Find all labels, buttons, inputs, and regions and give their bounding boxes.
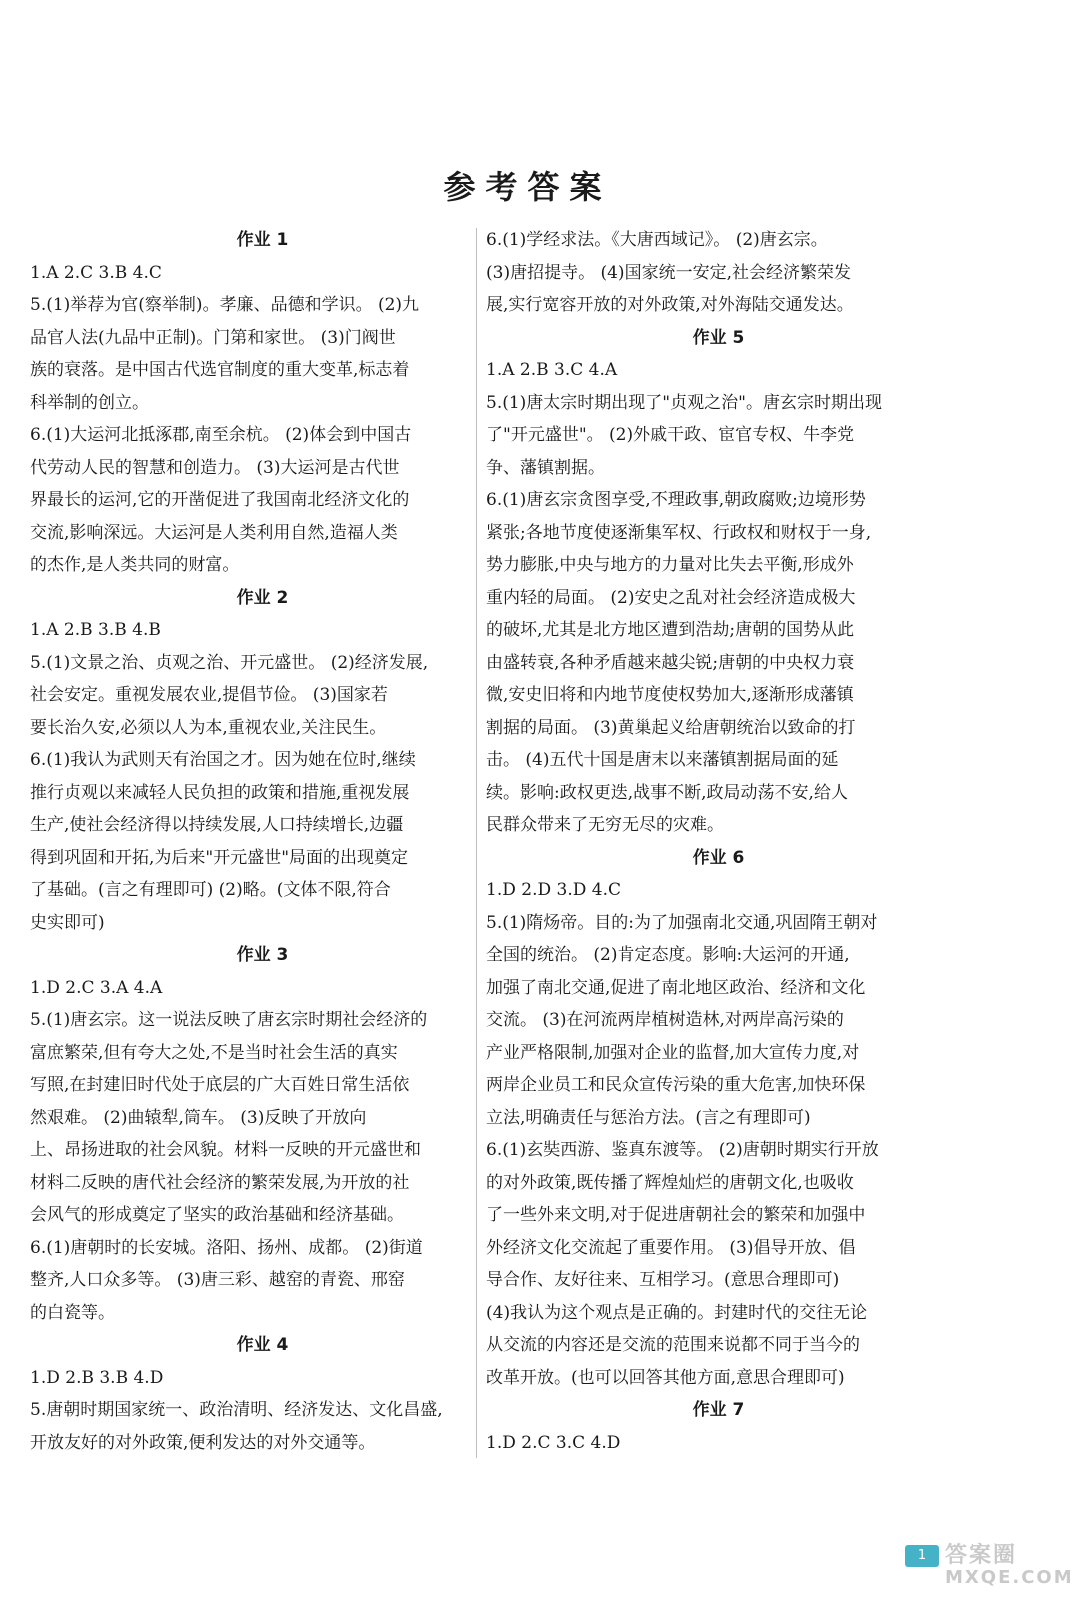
answer-paragraph (486, 1427, 951, 1460)
answer-paragraph (30, 1362, 495, 1395)
answer-line: 整齐,人口众多等。 (3)唐三彩、越窑的青瓷、邢窑 (30, 1270, 405, 1290)
answer-line: 紧张;各地节度使逐渐集军权、行政权和财权于一身, (486, 522, 872, 543)
answer-line: 品官人法(九品中正制)。门第和家世。 (3)门阀世 (30, 327, 396, 348)
answer-line: 由盛转衰,各种矛盾越来越尖锐;唐朝的中央权力衰 (486, 652, 855, 673)
answer-line: 势力膨胀,中央与地方的力量对比失去平衡,形成外 (486, 555, 854, 575)
answer-line: 的杰作,是人类共同的财富。 (30, 555, 240, 575)
answer-paragraph (30, 1232, 495, 1330)
answer-paragraph (30, 744, 495, 939)
answer-line: 富庶繁荣,但有夸大之处,不是当时社会生活的真实 (30, 1042, 398, 1063)
answer-paragraph (486, 1134, 951, 1394)
watermark-url: MXQE.COM (945, 1567, 1074, 1588)
answer-line: 6.(1)学经求法。《大唐西域记》。 (2)唐玄宗。 (486, 230, 828, 250)
answer-line: 交流。 (3)在河流两岸植树造林,对两岸高污染的 (486, 1010, 844, 1030)
answer-paragraph (30, 1004, 495, 1232)
answer-line: 族的衰落。是中国古代选官制度的重大变革,标志着 (30, 360, 410, 380)
answer-line: 科举制的创立。 (30, 392, 149, 413)
left-column (30, 224, 495, 1459)
answer-line: 5.(1)文景之治、贞观之治、开元盛世。 (2)经济发展, (30, 652, 429, 673)
answer-paragraph (30, 647, 495, 745)
answer-paragraph (486, 387, 951, 485)
answer-line: 1.D 2.D 3.D 4.C (486, 880, 621, 900)
answer-line: 6.(1)唐玄宗贪图享受,不理政事,朝政腐败;边境形势 (486, 490, 866, 510)
answer-line: 全国的统治。 (2)肯定态度。影响:大运河的开通, (486, 945, 850, 965)
answer-line: 上、昂扬进取的社会风貌。材料一反映的开元盛世和 (30, 1140, 421, 1160)
answer-line: 5.(1)举荐为官(察举制)。孝廉、品德和学识。 (2)九 (30, 295, 420, 315)
answer-line: 导合作、友好往来、互相学习。(意思合理即可) (486, 1270, 840, 1290)
answer-line: 史实即可) (30, 912, 105, 933)
section-heading: 作业 3 (236, 945, 289, 965)
answer-line: 外经济文化交流起了重要作用。 (3)倡导开放、倡 (486, 1237, 856, 1258)
right-column (486, 224, 951, 1459)
answer-line: 6.(1)唐朝时的长安城。洛阳、扬州、成都。 (2)街道 (30, 1237, 423, 1258)
answer-line: 生产,使社会经济得以持续发展,人口持续增长,边疆 (30, 815, 404, 835)
answer-line: 会风气的形成奠定了坚实的政治基础和经济基础。 (30, 1205, 404, 1225)
answer-paragraph (30, 289, 495, 419)
answer-line: (3)唐招提寺。 (4)国家统一安定,社会经济繁荣发 (486, 262, 851, 283)
answer-line: 材料二反映的唐代社会经济的繁荣发展,为开放的社 (30, 1172, 410, 1193)
answer-line: 了基础。(言之有理即可) (2)略。(文体不限,符合 (30, 880, 391, 900)
answer-line: 立法,明确责任与惩治方法。(言之有理即可) (486, 1107, 811, 1128)
answer-line: 了一些外来文明,对于促进唐朝社会的繁荣和加强中 (486, 1205, 866, 1225)
answer-line: 5.(1)唐太宗时期出现了"贞观之治"。唐玄宗时期出现 (486, 392, 882, 413)
section-heading: 作业 4 (236, 1335, 289, 1355)
answer-paragraph (486, 354, 951, 387)
page-number-badge: 1 (905, 1545, 939, 1567)
answer-line: 1.D 2.C 3.A 4.A (30, 977, 163, 998)
answer-line: 1.A 2.C 3.B 4.C (30, 262, 162, 283)
answer-line: (4)我认为这个观点是正确的。封建时代的交往无论 (486, 1302, 868, 1323)
answer-paragraph (486, 484, 951, 842)
section-heading: 作业 2 (236, 587, 289, 608)
answer-line: 争、藩镇割据。 (486, 457, 605, 478)
answer-line: 代劳动人民的智慧和创造力。 (3)大运河是古代世 (30, 457, 400, 478)
answer-line: 的对外政策,既传播了辉煌灿烂的唐朝文化,也吸收 (486, 1172, 854, 1193)
answer-line: 重内轻的局面。 (2)安史之乱对社会经济造成极大 (486, 587, 856, 608)
answer-line: 1.A 2.B 3.B 4.B (30, 620, 161, 640)
answer-line: 6.(1)玄奘西游、鉴真东渡等。 (2)唐朝时期实行开放 (486, 1140, 879, 1160)
answer-line: 加强了南北交通,促进了南北地区政治、经济和文化 (486, 977, 866, 998)
answer-line: 续。影响:政权更迭,战事不断,政局动荡不安,给人 (486, 782, 848, 803)
answer-paragraph (30, 419, 495, 582)
answer-line: 写照,在封建旧时代处于底层的广大百姓日常生活依 (30, 1075, 410, 1095)
answer-line: 交流,影响深远。大运河是人类利用自然,造福人类 (30, 522, 398, 543)
answer-line: 的白瓷等。 (30, 1302, 115, 1323)
answer-line: 了"开元盛世"。 (2)外戚干政、宦官专权、牛李党 (486, 425, 855, 445)
section-heading: 作业 6 (692, 847, 745, 868)
answer-line: 开放友好的对外政策,便利发达的对外交通等。 (30, 1432, 376, 1453)
answer-line: 击。 (4)五代十国是唐末以来藩镇割据局面的延 (486, 750, 839, 770)
answer-line: 社会安定。重视发展农业,提倡节俭。 (3)国家若 (30, 685, 388, 705)
answer-line: 6.(1)我认为武则天有治国之才。因为她在位时,继续 (30, 750, 416, 770)
answer-line: 要长治久安,必须以人为本,重视农业,关注民生。 (30, 717, 387, 738)
answer-line: 的破坏,尤其是北方地区遭到浩劫;唐朝的国势从此 (486, 620, 855, 640)
answer-line: 5.唐朝时期国家统一、政治清明、经济发达、文化昌盛, (30, 1400, 443, 1420)
answer-line: 1.D 2.C 3.C 4.D (486, 1432, 621, 1453)
answer-line: 割据的局面。 (3)黄巢起义给唐朝统治以致命的打 (486, 717, 856, 738)
answer-line: 展,实行宽容开放的对外政策,对外海陆交通发达。 (486, 295, 854, 315)
section-heading: 作业 1 (236, 230, 289, 250)
answer-line: 两岸企业员工和民众宣传污染的重大危害,加快环保 (486, 1075, 866, 1095)
answer-line: 得到巩固和开拓,为后来"开元盛世"局面的出现奠定 (30, 847, 409, 868)
answer-line: 6.(1)大运河北抵涿郡,南至余杭。 (2)体会到中国古 (30, 425, 412, 445)
answer-paragraph (30, 614, 495, 647)
watermark-logo: 答案圈 (945, 1543, 1018, 1568)
answer-line: 民群众带来了无穷无尽的灾难。 (486, 815, 724, 835)
answer-paragraph (30, 257, 495, 290)
answer-line: 改革开放。(也可以回答其他方面,意思合理即可) (486, 1367, 845, 1388)
answer-line: 微,安史旧将和内地节度使权势加大,逐渐形成藩镇 (486, 685, 854, 705)
answer-line: 1.D 2.B 3.B 4.D (30, 1367, 164, 1388)
page-title: 参考答案 (443, 168, 612, 206)
answer-paragraph (30, 972, 495, 1005)
answer-line: 界最长的运河,它的开凿促进了我国南北经济文化的 (30, 490, 410, 510)
answer-paragraph (30, 1394, 495, 1459)
answer-line: 然艰难。 (2)曲辕犁,筒车。 (3)反映了开放向 (30, 1107, 367, 1128)
answer-line: 产业严格限制,加强对企业的监督,加大宣传力度,对 (486, 1042, 860, 1063)
answer-line: 5.(1)隋炀帝。目的:为了加强南北交通,巩固隋王朝对 (486, 912, 878, 933)
answer-paragraph (486, 224, 951, 322)
answer-line: 推行贞观以来减轻人民负担的政策和措施,重视发展 (30, 782, 410, 803)
answer-line: 从交流的内容还是交流的范围来说都不同于当今的 (486, 1335, 860, 1355)
answer-paragraph (486, 874, 951, 907)
answer-paragraph (486, 907, 951, 1135)
section-heading: 作业 5 (692, 327, 745, 348)
answer-line: 1.A 2.B 3.C 4.A (486, 360, 618, 380)
answer-line: 5.(1)唐玄宗。这一说法反映了唐玄宗时期社会经济的 (30, 1010, 428, 1030)
section-heading: 作业 7 (692, 1400, 745, 1420)
